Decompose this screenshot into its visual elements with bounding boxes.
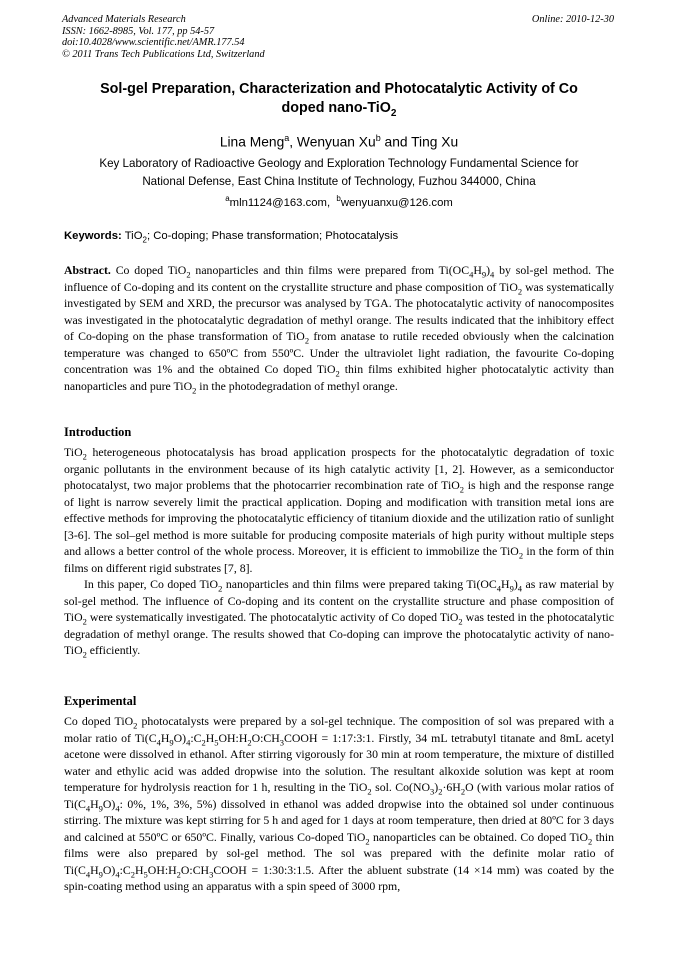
doi-line[interactable]: doi:10.4028/www.scientific.net/AMR.177.54 xyxy=(62,37,245,48)
title-line-2: doped nano-TiO$_2$ xyxy=(281,100,397,119)
intro-paragraph-1: TiO$_2$ heterogeneous photocatalysis has broad application prospects for the photocatalytic degradation of toxic organic pollutants in the environment because of its high catalytic activity [1, 2]. However, as a semiconductor photocatalyst, two major problems that the photocarrier recombination rate of TiO$_2$ is high and the response range of light is narrow severely limit the practical application. Doping and modification with transition metal ions are effective methods for improving the photocatalytic efficiency of titanium dioxide and the utilization ratio of sunlight [3-6]. The sol–gel method is more suitable for producing composite materials of high purity without multiple steps and allows a better control of the whole process. Moreover, it is efficient to immobilize the TiO$_2$ in the form of thin films on different rigid substrates [7, 8]. xyxy=(64,445,614,575)
keywords-label: Keywords: xyxy=(64,230,122,242)
abstract-label: Abstract. xyxy=(64,263,111,277)
title-line-1: Sol-gel Preparation, Characterization and Photocatalytic Activity of Co xyxy=(100,81,578,97)
experimental-paragraph-1: Co doped TiO$_2$ photocatalysts were prepared by a sol-gel technique. The composition of sol was prepared with a molar ratio of $Ti(C_4H_9O)_4:C_2H_5OH:H_2O:CH_3COOH$ = 1:17:3:1. Firstly, 34 mL tetrabutyl titanate and 8mL acetyl acetone were dissolved in ethanol. After stirring vigorously for 30 min at room temperature, the mixture of distilled water and ethylic acid was added dropwise into the solution. The resultant alkoxide solution was kept at room temperature for hydrolysis reaction for 1 h, resulting in the TiO$_2$ sol. $Co(NO_3)_2\cdot 6H_2O$ (with various molar ratios of $Ti(C_4H_9O)_4$: 0%, 1%, 3%, 5%) dissolved in ethanol was added dropwise into the obtained sol under continuous stirring. The mixture was kept stirring for 5 h and aged for 1 days at room temperature, then dried at 80ºC for 3 days and calcined at 550ºC or 650ºC. Finally, various Co-doped TiO$_2$ nanoparticles can be obtained. Co doped TiO$_2$ thin films were also prepared by sol-gel method. The sol was prepared with the definite molar ratio of $Ti(C_4H_9O)_4:C_2H_5OH:H_2O:CH_3COOH$ = 1:30:3:1.5. After the abluent substrate (14 ×14 mm) was coated by the spin-coating method using an apparatus with a spin speed of 3000 rpm, xyxy=(64,714,614,893)
experimental-body xyxy=(64,713,614,895)
abstract-text: Co doped TiO$_2$ nanoparticles and thin films were prepared from $Ti(OC_4H_9)_4$ by sol-gel method. The influence of Co-doping and its content on the crystallite structure and phase composition of TiO$_2$ was systematically investigated by SEM and XRD, the precursor was analysed by TGA. The photocatalytic activity of nanocomposites was investigated in the photocatalytic degradation of methyl orange. The results indicated that the inhibitory effect of Co-doping on the phase transformation of TiO$_2$ from anatase to rutile receded obviously when the calcination temperature was changed to 650ºC from 550ºC. Under the ultraviolet light radiation, the favourite Co-doping concentration was 1% and the obtained Co doped TiO$_2$ thin films exhibited higher photocatalytic activity than nanoparticles and pure TiO$_2$ in the photodegradation of methyl orange. xyxy=(64,263,615,395)
author-1: Lina Meng xyxy=(219,134,285,150)
email-a[interactable]: mln1124@163.com, xyxy=(229,196,331,209)
keywords: Keywords: TiO$_2$; Co-doping; Phase transformation; Photocatalysis xyxy=(64,230,399,245)
abstract xyxy=(64,262,614,394)
paper-title xyxy=(60,80,618,123)
email-b[interactable]: wenyuanxu@126.com xyxy=(340,196,453,209)
author-list: Lina Meng$^a$, Wenyuan Xu$^b$ and Ting Xu xyxy=(219,133,459,150)
intro-paragraph-2: In this paper, Co doped TiO$_2$ nanoparticles and thin films were prepared taking $Ti(OC_4H_9)_4$ as raw material by sol-gel method. The influence of Co-doping and its content on the crystallite structure and phase composition of TiO$_2$ were systematically investigated. The photocatalytic activity of Co doped TiO$_2$ was tested in the photocatalytic degradation of methyl orange. The results showed that Co-doping can improve the photocatalytic activity of nano-TiO$_2$ efficiently. xyxy=(64,577,614,660)
author-emails: $^a$mln1124@163.com, $^b$wenyuanxu@126.com xyxy=(225,194,453,209)
online-date: Online: 2010-12-30 xyxy=(531,14,614,25)
journal-name: Advanced Materials Research xyxy=(62,14,186,25)
introduction-heading: Introduction xyxy=(64,425,132,439)
experimental-heading: Experimental xyxy=(64,694,137,708)
journal-header xyxy=(62,14,265,60)
issn-line: ISSN: 1662-8985, Vol. 177, pp 54-57 xyxy=(62,25,215,37)
copyright-line: © 2011 Trans Tech Publications Ltd, Switzerland xyxy=(62,48,265,60)
introduction-body xyxy=(64,444,614,659)
affiliation: Key Laboratory of Radioactive Geology and Exploration Technology Fundamental Science for National Defense, East China Institute of Technology, Fuzhou 344000, China xyxy=(99,157,579,188)
